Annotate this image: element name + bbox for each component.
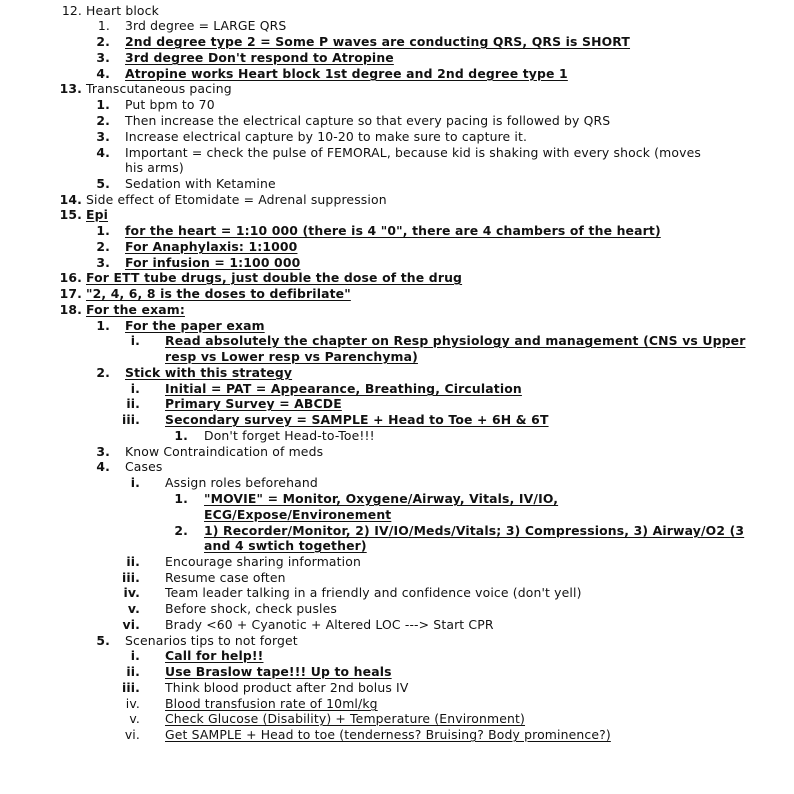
list-number: 13. [59, 81, 82, 96]
list-number: 18. [59, 302, 82, 317]
list-item-text: "MOVIE" = Monitor, Oxygene/Airway, Vitals, IV/IO, [204, 491, 559, 506]
list-item-text: For Anaphylaxis: 1:1000 [125, 239, 298, 254]
list-number: 5. [96, 633, 110, 648]
list-number: 1. [96, 97, 110, 112]
list-number: i. [130, 475, 140, 490]
document-line [0, 601, 794, 616]
list-item-text: for the heart = 1:10 000 (there is 4 "0", there are 4 chambers of the heart) [125, 223, 661, 238]
list-number: 3. [96, 50, 110, 65]
document-line [0, 3, 794, 18]
document-line [0, 727, 794, 742]
list-number: iv. [123, 585, 140, 600]
list-item-text: Read absolutely the chapter on Resp physiology and management (CNS vs Upper [165, 333, 746, 348]
document-line [0, 459, 794, 474]
list-item-text: 3rd degree Don't respond to Atropine [125, 50, 394, 65]
list-item-text: Important = check the pulse of FEMORAL, because kid is shaking with every shock (moves [125, 145, 701, 160]
document-line [0, 286, 794, 301]
document-line [0, 554, 794, 569]
list-number: 3. [96, 444, 110, 459]
document-line [0, 349, 794, 364]
list-number: 2. [96, 34, 110, 49]
document-line [0, 255, 794, 270]
list-item-text: Secondary survey = SAMPLE + Head to Toe + 6H & 6T [165, 412, 549, 427]
list-number: v. [127, 601, 140, 616]
document-line [0, 396, 794, 411]
list-item-text: Encourage sharing information [165, 554, 361, 569]
list-item-text: For the exam: [86, 302, 185, 317]
document-line [0, 664, 794, 679]
list-item-text: Epi [86, 207, 109, 222]
document-line [0, 18, 794, 33]
document-line [0, 160, 794, 175]
document-line [0, 145, 794, 160]
list-item-text: resp vs Lower resp vs Parenchyma) [165, 349, 418, 364]
list-number: vi. [122, 617, 140, 632]
list-item-text: ECG/Expose/Environement [204, 507, 392, 522]
list-number: 15. [59, 207, 82, 222]
document-line [0, 696, 794, 711]
list-item-text: Sedation with Ketamine [125, 176, 276, 191]
list-number: 14. [59, 192, 82, 207]
document-line [0, 50, 794, 65]
list-item-text: and 4 swtich together) [204, 538, 367, 553]
list-number: 2. [96, 365, 110, 380]
list-number: 5. [96, 176, 110, 191]
list-number: 1. [174, 428, 188, 443]
list-number: 4. [96, 66, 110, 81]
document-line [0, 428, 794, 443]
list-number: 1. [174, 491, 188, 506]
document-line [0, 81, 794, 96]
document-line [0, 333, 794, 348]
list-item-text: For infusion = 1:100 000 [125, 255, 301, 270]
document-line [0, 302, 794, 317]
list-item-text: Think blood product after 2nd bolus IV [165, 680, 409, 695]
document-line [0, 318, 794, 333]
list-number: 12. [61, 3, 82, 18]
list-number: v. [129, 711, 140, 726]
document-line [0, 617, 794, 632]
document-line [0, 412, 794, 427]
document-line [0, 585, 794, 600]
list-number: iii. [121, 570, 140, 585]
document-line [0, 113, 794, 128]
list-number: vi. [124, 727, 140, 742]
list-item-text: Know Contraindication of meds [125, 444, 324, 459]
list-number: iii. [121, 680, 140, 695]
list-number: 3. [96, 129, 110, 144]
document-line [0, 570, 794, 585]
document-line [0, 648, 794, 663]
list-item-text: For the paper exam [125, 318, 265, 333]
document-line [0, 444, 794, 459]
list-number: ii. [126, 396, 140, 411]
list-number: 1. [97, 18, 110, 33]
list-number: 3. [96, 255, 110, 270]
list-item-text: Check Glucose (Disability) + Temperature (Environment) [165, 711, 526, 726]
list-number: i. [130, 333, 140, 348]
list-number: i. [130, 381, 140, 396]
document-line [0, 507, 794, 522]
list-number: 1. [96, 318, 110, 333]
list-item-text: Atropine works Heart block 1st degree and 2nd degree type 1 [125, 66, 568, 81]
list-item-text: Get SAMPLE + Head to toe (tenderness? Bruising? Body prominence?) [165, 727, 611, 742]
list-item-text: Heart block [86, 3, 159, 18]
list-item-text: Assign roles beforehand [165, 475, 318, 490]
list-item-text: Don't forget Head-to-Toe!!! [204, 428, 375, 443]
document-line [0, 192, 794, 207]
list-item-text: Use Braslow tape!!! Up to heals [165, 664, 392, 679]
document-line [0, 129, 794, 144]
document-line [0, 680, 794, 695]
list-item-text: Increase electrical capture by 10-20 to make sure to capture it. [125, 129, 528, 144]
list-item-text: Then increase the electrical capture so that every pacing is followed by QRS [125, 113, 611, 128]
document-line [0, 538, 794, 553]
document-line [0, 223, 794, 238]
list-number: ii. [126, 664, 140, 679]
list-item-text: For ETT tube drugs, just double the dose of the drug [86, 270, 463, 285]
list-number: 4. [96, 459, 110, 474]
document-line [0, 711, 794, 726]
list-number: 2. [96, 239, 110, 254]
list-number: 16. [59, 270, 82, 285]
document-line [0, 523, 794, 538]
list-item-text: Initial = PAT = Appearance, Breathing, Circulation [165, 381, 522, 396]
list-number: 2. [174, 523, 188, 538]
list-item-text: Primary Survey = ABCDE [165, 396, 342, 411]
list-item-text: Stick with this strategy [125, 365, 293, 380]
document-line [0, 633, 794, 648]
list-item-text: Put bpm to 70 [125, 97, 215, 112]
list-item-text: Cases [125, 459, 163, 474]
list-number: 1. [96, 223, 110, 238]
list-item-text: "2, 4, 6, 8 is the doses to defibrilate" [86, 286, 351, 301]
document-line [0, 239, 794, 254]
list-number: i. [130, 648, 140, 663]
document-line [0, 66, 794, 81]
list-item-text: Scenarios tips to not forget [125, 633, 298, 648]
document-line [0, 207, 794, 222]
document-line [0, 475, 794, 490]
list-item-text: his arms) [125, 160, 184, 175]
list-item-text: 3rd degree = LARGE QRS [125, 18, 287, 33]
document-line [0, 381, 794, 396]
list-item-text: Team leader talking in a friendly and confidence voice (don't yell) [165, 585, 582, 600]
list-item-text: Blood transfusion rate of 10ml/kg [165, 696, 378, 711]
list-item-text: 2nd degree type 2 = Some P waves are conducting QRS, QRS is SHORT [125, 34, 631, 49]
list-item-text: Resume case often [165, 570, 286, 585]
document-line [0, 491, 794, 506]
list-number: 2. [96, 113, 110, 128]
document-line [0, 97, 794, 112]
list-number: ii. [126, 554, 140, 569]
document-line [0, 176, 794, 191]
list-item-text: Call for help!! [165, 648, 264, 663]
list-item-text: Before shock, check pusles [165, 601, 338, 616]
list-number: 4. [96, 145, 110, 160]
document-line [0, 34, 794, 49]
list-item-text: 1) Recorder/Monitor, 2) IV/IO/Meds/Vitals; 3) Compressions, 3) Airway/O2 (3 [204, 523, 745, 538]
document-line [0, 365, 794, 380]
list-item-text: Transcutaneous pacing [86, 81, 232, 96]
list-number: 17. [59, 286, 82, 301]
list-number: iii. [121, 412, 140, 427]
list-number: iv. [125, 696, 140, 711]
list-item-text: Brady <60 + Cyanotic + Altered LOC ---> Start CPR [165, 617, 494, 632]
document-line [0, 270, 794, 285]
list-item-text: Side effect of Etomidate = Adrenal suppression [86, 192, 387, 207]
